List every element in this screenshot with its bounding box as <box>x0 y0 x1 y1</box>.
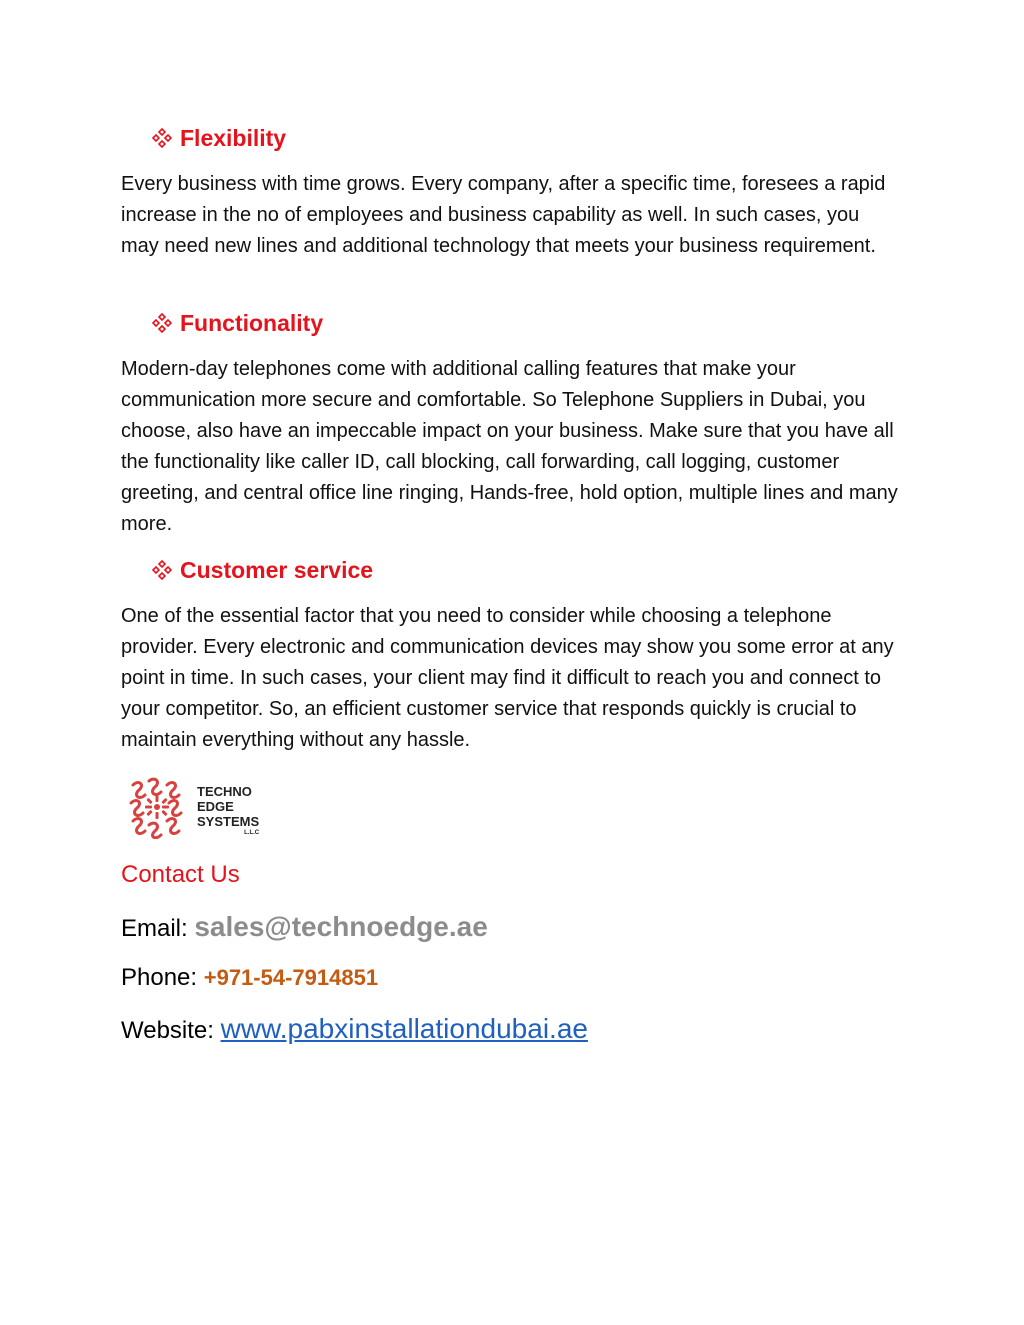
company-logo <box>125 775 259 839</box>
website-link[interactable]: www.pabxinstallationdubai.ae <box>220 1013 588 1044</box>
section-heading-text: Customer service <box>180 557 374 583</box>
section-heading-functionality <box>152 309 323 337</box>
website-label: Website: <box>121 1017 221 1044</box>
contact-email-line <box>121 910 488 946</box>
contact-title: Contact Us <box>121 861 240 888</box>
logo-line-systems: SYSTEMS <box>197 814 260 829</box>
logo-line-techno: TECHNO <box>197 784 252 799</box>
contact-phone-line <box>121 961 378 995</box>
section-heading-flexibility <box>152 124 286 152</box>
four-diamond-bullet-icon <box>152 560 172 580</box>
section-heading-text: Flexibility <box>180 125 287 151</box>
phone-number[interactable]: +971-54-7914851 <box>203 965 379 990</box>
logo-line-llc: L.L.C <box>244 830 260 836</box>
techno-edge-logo-mark-icon <box>125 775 189 839</box>
section-heading-customer-service <box>152 556 373 584</box>
email-link[interactable]: sales@technoedge.ae <box>194 911 488 942</box>
section-body-flexibility: Every business with time grows. Every company, after a specific time, foresees a rapid increase in the no of employees and business capability as well. In such cases, you may need new lines and additional technology that meets your business requirement. <box>121 173 886 257</box>
phone-label: Phone: <box>121 964 204 991</box>
section-heading-text: Functionality <box>180 310 324 336</box>
four-diamond-bullet-icon <box>152 313 172 333</box>
email-label: Email: <box>121 915 195 942</box>
four-diamond-bullet-icon <box>152 128 172 148</box>
contact-website-line <box>121 1012 588 1048</box>
logo-wordmark <box>197 775 259 837</box>
logo-line-edge: EDGE <box>197 799 234 814</box>
section-body-customer-service: One of the essential factor that you need to consider while choosing a telephone provider. Every electronic and communication devices may show you some error at any point in time. In such cases, your client may find it difficult to reach you and connect to your competitor. So, an efficient customer service that responds quickly is crucial to maintain everything without any hassle. <box>121 605 894 751</box>
section-body-functionality: Modern-day telephones come with additional calling features that make your communication more secure and comfortable. So Telephone Suppliers in Dubai, you choose, also have an impeccable impact on your business. Make sure that you have all the functionality like caller ID, call blocking, call forwarding, call logging, customer greeting, and central office line ringing, Hands-free, hold option, multiple lines and many more. <box>121 358 898 535</box>
